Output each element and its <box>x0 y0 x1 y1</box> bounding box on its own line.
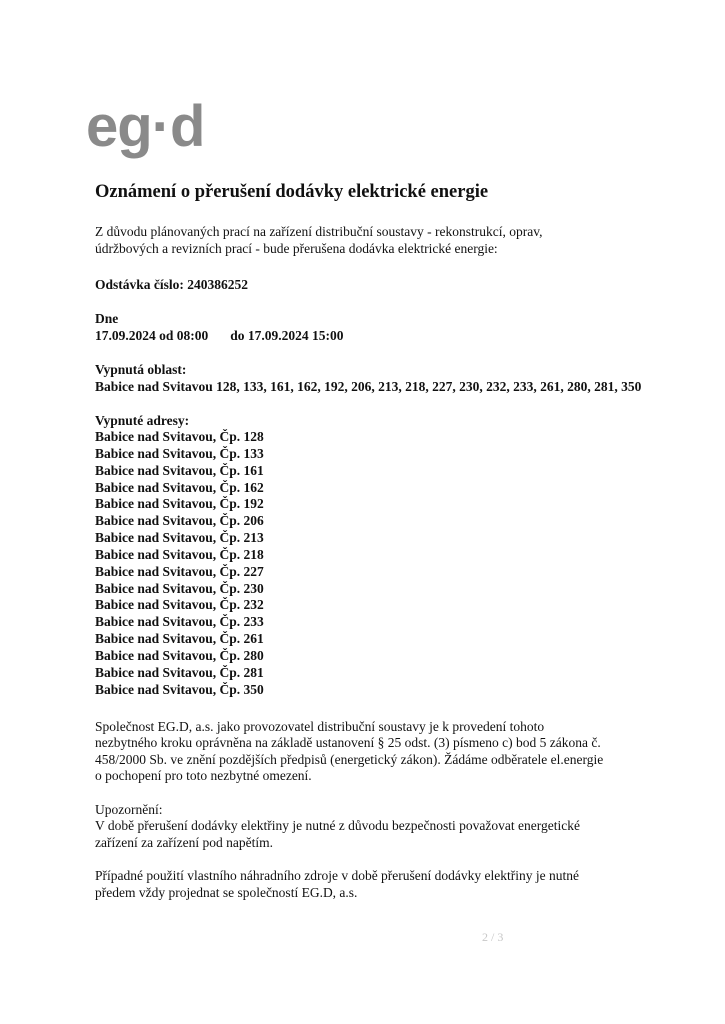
address-item: Babice nad Svitavou, Čp. 161 <box>95 462 264 478</box>
area-label: Vypnutá oblast: <box>95 362 187 377</box>
address-item: Babice nad Svitavou, Čp. 280 <box>95 647 264 663</box>
backup-line: předem vždy projednat se společností EG.D, a.s. <box>95 884 358 900</box>
address-item: Babice nad Svitavou, Čp. 227 <box>95 563 264 579</box>
date-label: Dne <box>95 311 119 326</box>
egd-logo: eg·d <box>86 94 205 159</box>
date-to: do 17.09.2024 15:00 <box>230 328 344 343</box>
address-item: Babice nad Svitavou, Čp. 350 <box>95 681 264 697</box>
outage-number: Odstávka číslo: 240386252 <box>95 277 249 292</box>
address-item: Babice nad Svitavou, Čp. 162 <box>95 479 264 495</box>
address-list <box>95 429 695 699</box>
addresses-label: Vypnuté adresy: <box>95 413 190 428</box>
addresses-block <box>95 412 695 699</box>
legal-line: Společnost EG.D, a.s. jako provozovatel distribuční soustavy je k provedení tohoto <box>95 718 545 734</box>
warning-heading: Upozornění: <box>95 801 163 817</box>
address-item: Babice nad Svitavou, Čp. 133 <box>95 445 264 461</box>
notice-title: Oznámení o přerušení dodávky elektrické energie <box>95 182 489 202</box>
page-number: 2 / 3 <box>482 930 504 944</box>
legal-line: o pochopení pro toto nezbytné omezení. <box>95 768 312 783</box>
outage-number-block <box>95 276 695 293</box>
warning-line: zařízení za zařízení pod napětím. <box>95 834 274 850</box>
address-item: Babice nad Svitavou, Čp. 128 <box>95 429 264 444</box>
intro-line: Z důvodu plánovaných prací na zařízení distribuční soustavy - rekonstrukcí, oprav, <box>95 224 543 239</box>
legal-paragraph <box>95 719 655 785</box>
date-block <box>95 310 695 344</box>
notice-content <box>95 182 695 918</box>
date-from: 17.09.2024 od 08:00 <box>95 328 209 343</box>
address-item: Babice nad Svitavou, Čp. 206 <box>95 513 264 529</box>
address-item: Babice nad Svitavou, Čp. 218 <box>95 546 264 562</box>
intro-text <box>95 223 695 257</box>
backup-line: Případné použití vlastního náhradního zdroje v době přerušení dodávky elektřiny je nutné <box>95 868 579 883</box>
address-item: Babice nad Svitavou, Čp. 213 <box>95 530 264 546</box>
address-item: Babice nad Svitavou, Čp. 233 <box>95 614 264 630</box>
backup-note-paragraph <box>95 868 655 901</box>
warning-paragraph <box>95 802 655 852</box>
legal-line: nezbytného kroku oprávněna na základě ustanovení § 25 odst. (3) písmeno c) bod 5 zákona č. <box>95 735 601 750</box>
address-item: Babice nad Svitavou, Čp. 281 <box>95 664 264 680</box>
address-item: Babice nad Svitavou, Čp. 232 <box>95 597 264 613</box>
area-block <box>95 361 695 395</box>
address-item: Babice nad Svitavou, Čp. 261 <box>95 631 264 647</box>
area-value: Babice nad Svitavou 128, 133, 161, 162, 192, 206, 213, 218, 227, 230, 232, 233, 261, 280, 281, 350 <box>95 379 642 394</box>
date-range <box>95 327 695 344</box>
warning-line: V době přerušení dodávky elektřiny je nutné z důvodu bezpečnosti považovat energetické <box>95 818 580 833</box>
legal-line: 458/2000 Sb. ve znění pozdějších předpisů (energetický zákon). Žádáme odběratele el.energie <box>95 751 604 767</box>
intro-line: údržbových a revizních prací - bude přerušena dodávka elektrické energie: <box>95 241 498 256</box>
address-item: Babice nad Svitavou, Čp. 230 <box>95 580 264 596</box>
address-item: Babice nad Svitavou, Čp. 192 <box>95 496 264 512</box>
